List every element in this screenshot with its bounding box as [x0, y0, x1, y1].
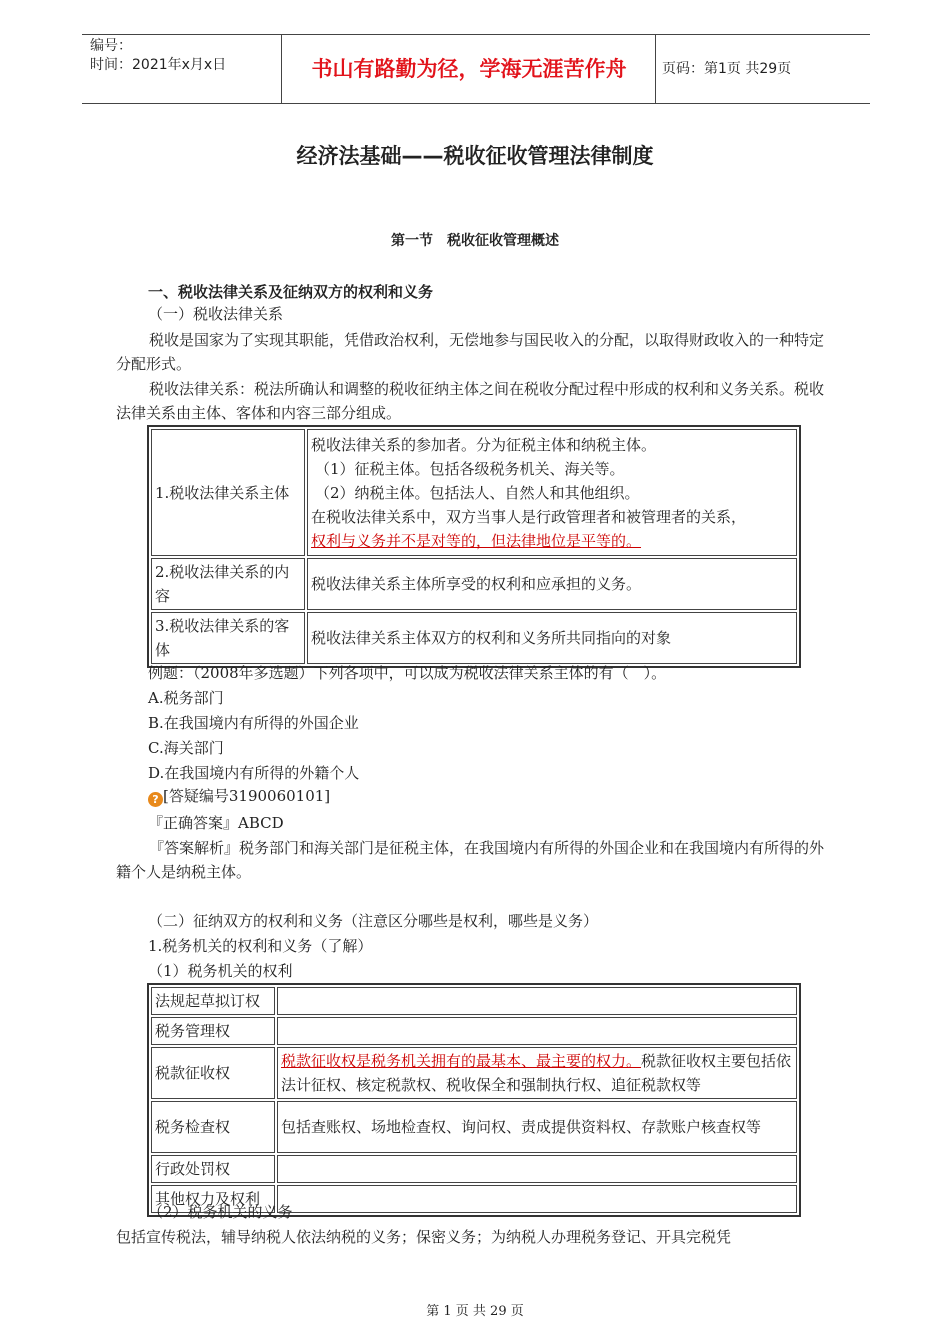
example-option: A.税务部门 — [148, 689, 224, 707]
question-icon: ? — [148, 792, 163, 807]
table-cell-content — [277, 1047, 797, 1099]
example-option: B.在我国境内有所得的外国企业 — [148, 714, 359, 732]
table-cell-label: 3.税收法律关系的客体 — [151, 612, 305, 664]
qa-number[interactable]: [答疑编号3190060101] — [163, 787, 331, 805]
example-option: D.在我国境内有所得的外籍个人 — [148, 764, 360, 782]
table-cell-label: 1.税收法律关系主体 — [151, 429, 305, 556]
table-cell-label: 行政处罚权 — [151, 1155, 275, 1183]
table-row — [151, 558, 797, 610]
qa-reference[interactable] — [148, 784, 330, 809]
subheading-rights-duties: （二）征纳双方的权利和义务（注意区分哪些是权利，哪些是义务） — [148, 912, 599, 930]
correct-answer: 『正确答案』ABCD — [148, 814, 284, 832]
header-number: 编号： — [90, 38, 132, 54]
table-row — [151, 429, 797, 556]
answer-analysis: 『答案解析』税务部门和海关部门是征税主体，在我国境内有所得的外国企业和在我国境内有所得的外籍个人是纳税主体。 — [116, 839, 825, 881]
paragraph-duties: 包括宣传税法，辅导纳税人依法纳税的义务；保密义务；为纳税人办理税务登记、开具完税凭 — [116, 1228, 732, 1246]
table-cell-label: 2.税收法律关系的内容 — [151, 558, 305, 610]
table-text: 税款征收权主要包括依法计征权、核定税款权、税收保全和强制执行权、追征税款权等 — [281, 1052, 792, 1094]
table-cell-content — [307, 429, 797, 556]
table-row — [151, 1017, 797, 1045]
example-question: 例题：（2008年多选题）下列各项中，可以成为税收法律关系主体的有（ ）。 — [148, 664, 667, 682]
table-line: （2）纳税主体。包括法人、自然人和其他组织。 — [315, 483, 640, 502]
header-divider — [281, 35, 282, 103]
header-time: 时间：2021年x月x日 — [90, 57, 227, 73]
table-cell-content: 税收法律关系主体所享受的权利和应承担的义务。 — [307, 558, 797, 610]
subheading-authority-rights: （1）税务机关的权利 — [148, 962, 293, 980]
table-cell-label: 税务检查权 — [151, 1101, 275, 1153]
subheading-tax-relation: （一）税收法律关系 — [148, 305, 284, 323]
table-cell-content — [277, 1155, 797, 1183]
heading-1: 一、税收法律关系及征纳双方的权利和义务 — [148, 283, 434, 301]
table-highlight: 税款征收权是税务机关拥有的最基本、最主要的权力。 — [281, 1052, 642, 1070]
header-meta — [90, 37, 226, 75]
page-header — [82, 34, 870, 104]
paragraph-tax-relation: 税收法律关系：税法所确认和调整的税收征纳主体之间在税收分配过程中形成的权利和义务关系。税收法律关系由主体、客体和内容三部分组成。 — [116, 380, 825, 422]
table-line: 税收法律关系的参加者。分为征税主体和纳税主体。 — [311, 435, 657, 454]
table-cell-label: 法规起草拟订权 — [151, 987, 275, 1015]
table-row — [151, 1155, 797, 1183]
table-row — [151, 987, 797, 1015]
section-title: 第一节 税收征收管理概述 — [391, 233, 559, 249]
tax-relation-table — [147, 425, 801, 668]
subheading-tax-authority: 1.税务机关的权利和义务（了解） — [148, 937, 373, 955]
table-cell-label: 税务管理权 — [151, 1017, 275, 1045]
table-cell-content — [277, 1017, 797, 1045]
table-row — [151, 1101, 797, 1153]
page-footer: 第 1 页 共 29 页 — [426, 1304, 524, 1319]
example-option: C.海关部门 — [148, 739, 224, 757]
page-title: 经济法基础——税收征收管理法律制度 — [296, 144, 654, 168]
table-line: 在税收法律关系中，双方当事人是行政管理者和被管理者的关系， — [311, 507, 747, 526]
header-page-info: 页码：第1页 共29页 — [662, 61, 792, 77]
table-cell-content — [277, 987, 797, 1015]
subheading-authority-duties: （2）税务机关的义务 — [148, 1203, 293, 1221]
table-line: （1）征税主体。包括各级税务机关、海关等。 — [315, 459, 625, 478]
header-divider — [655, 35, 656, 103]
table-row — [151, 612, 797, 664]
table-line-highlight: 权利与义务并不是对等的，但法律地位是平等的。 — [311, 531, 642, 550]
table-cell-content — [277, 1185, 797, 1213]
table-cell-label: 税款征收权 — [151, 1047, 275, 1099]
table-cell-content: 包括查账权、场地检查权、询问权、责成提供资料权、存款账户核查权等 — [277, 1101, 797, 1153]
table-cell-content: 税收法律关系主体双方的权利和义务所共同指向的对象 — [307, 612, 797, 664]
authority-rights-table — [147, 983, 801, 1217]
table-row — [151, 1047, 797, 1099]
header-motto: 书山有路勤为径，学海无涯苦作舟 — [311, 57, 627, 81]
table-cell-label: 其他权力及权利 — [151, 1185, 275, 1213]
paragraph-tax-definition: 税收是国家为了实现其职能，凭借政治权利，无偿地参与国民收入的分配，以取得财政收入的一种特定分配形式。 — [116, 331, 825, 373]
